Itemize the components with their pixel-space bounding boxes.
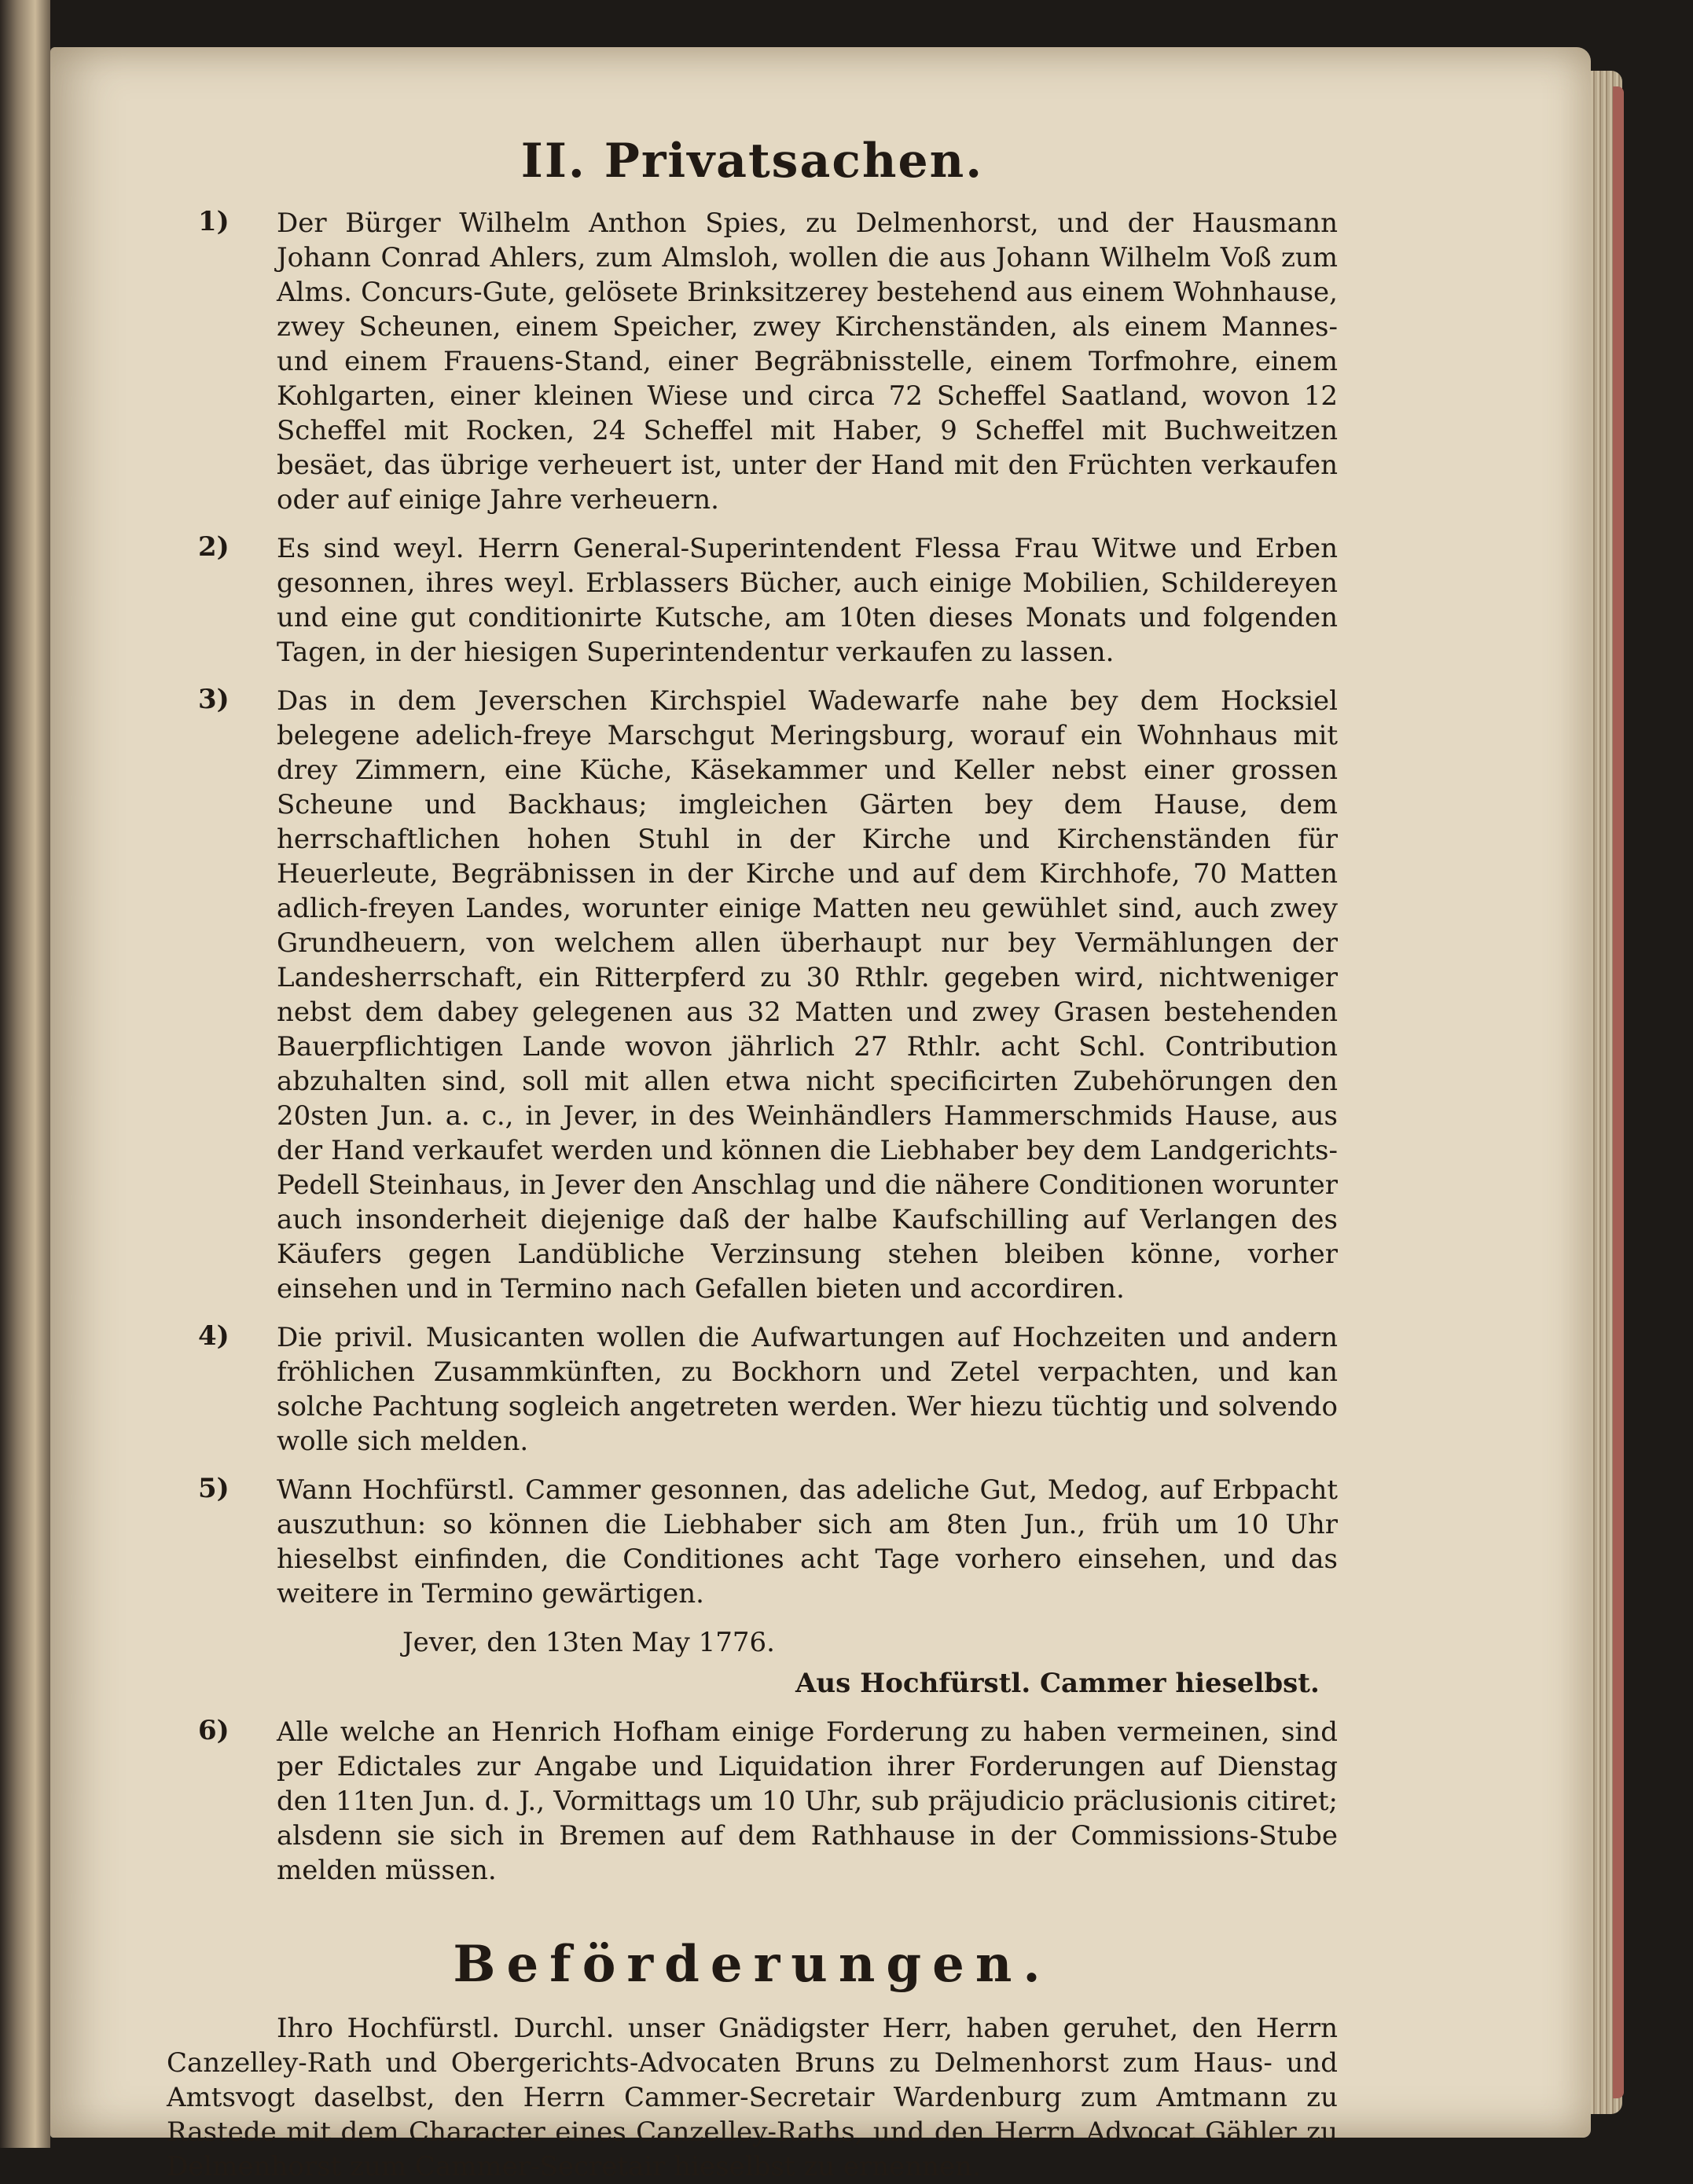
- section-title-privatsachen: II. Privatsachen.: [520, 134, 984, 189]
- entry-text: Es sind weyl. Herrn General-Superintendent Flessa Frau Witwe und Erben gesonnen, ihres weyl. Erblassers Bücher, auch einige Mobilien, Schildereyen und eine gut conditionirte Kutsche, am 10ten dieses Monats und folgenden Tagen, in der hiesigen Superintendentur verkaufen zu lassen.: [277, 533, 1338, 668]
- entry-4: [167, 1320, 1338, 1459]
- entry-text: Wann Hochfürstl. Cammer gesonnen, das adeliche Gut, Medog, auf Erbpacht auszuthun: so können die Liebhaber sich am 8ten Jun., früh um 10 Uhr hieselbst einfinden, die Conditiones acht Tage vorhero einsehen, und das weitere in Termino gewärtigen.: [277, 1474, 1338, 1610]
- entry-number: 2): [198, 531, 230, 563]
- entry-5: [167, 1473, 1338, 1611]
- page-cut-edge: [1613, 86, 1624, 2098]
- page-content: [167, 134, 1338, 2184]
- entry-number: 4): [198, 1320, 230, 1352]
- entry-text: Die privil. Musicanten wollen die Aufwartungen auf Hochzeiten und andern fröhlichen Zusammkünften, zu Bockhorn und Zetel verpachten, und kan solche Pachtung sogleich angetreten werden. Wer hiezu tüchtig und solvendo wolle sich melden.: [277, 1322, 1338, 1457]
- befoerderungen-text: Ihro Hochfürstl. Durchl. unser Gnädigster Herr, haben geruhet, den Herrn Canzelley-Rath und Obergerichts-Advocaten Bruns zu Delmenhorst zum Haus- und Amtsvogt daselbst, den Herrn Cammer-Secretair Wardenburg zum Amtmann zu Rastede mit dem Character eines Canzelley-Raths, und den Herrn Advocat Gähler zu Delmenhorst zum Cammer-Secretair hieselbst zu ernennen.: [167, 2013, 1338, 2182]
- section-title-befoerderungen: Beförderungen.: [453, 1935, 1052, 1994]
- entry-number: 1): [198, 206, 230, 237]
- entry-text: Das in dem Jeverschen Kirchspiel Wadewarfe nahe bey dem Hocksiel belegene adelich-freye Marschgut Meringsburg, worauf ein Wohnhaus mit drey Zimmern, eine Küche, Käsekammer und Keller nebst einer grossen Scheune und Backhaus; imgleichen Gärten bey dem Hause, dem herrschaftlichen hohen Stuhl in der Kirche und Kirchenständen für Heuerleute, Begräbnissen in der Kirche und auf dem Kirchhofe, 70 Matten adlich-freyen Landes, worunter einige Matten neu gewühlet sind, auch zwey Grundheuern, von welchem allen überhaupt nur bey Vermählungen der Landesherrschaft, ein Ritterpferd zu 30 Rthlr. gegeben wird, nichtweniger nebst dem dabey gelegenen aus 32 Matten und zwey Grasen bestehenden Bauerpflichtigen Lande wovon jährlich 27 Rthlr. acht Schl. Contribution abzuhalten sind, soll mit allen etwa nicht specificirten Zubehörungen den 20sten Jun. a. c., in Jever, in des Weinhändlers Hammerschmids Hause, aus der Hand verkaufet werden und können die Liebhaber bey dem Landgerichts-Pedell Steinhaus, in Jever den Anschlag und die nähere Conditionen worunter auch insonderheit diejenige daß der halbe Kaufschilling auf Verlangen des Käufers gegen Landübliche Verzinsung stehen bleiben könne, vorher einsehen und in Termino nach Gefallen bieten und accordiren.: [277, 685, 1338, 1305]
- entry-3: [167, 684, 1338, 1306]
- dateline: Jever, den 13ten May 1776.: [402, 1627, 775, 1658]
- entry-number: 5): [198, 1473, 230, 1504]
- signature: Aus Hochfürstl. Cammer hieselbst.: [795, 1668, 1320, 1699]
- entry-text: Der Bürger Wilhelm Anthon Spies, zu Delmenhorst, und der Hausmann Johann Conrad Ahlers, zum Almsloh, wollen die aus Johann Wilhelm Voß zum Alms. Concurs-Gute, gelösete Brinksitzerey bestehend aus einem Wohnhause, zwey Scheunen, einem Speicher, zwey Kirchenständen, als einem Mannes- und einem Frauens-Stand, einer Begräbnisstelle, einem Torfmohre, einem Kohlgarten, einer kleinen Wiese und circa 72 Scheffel Saatland, wovon 12 Scheffel mit Rocken, 24 Scheffel mit Haber, 9 Scheffel mit Buchweitzen besäet, das übrige verheuert ist, unter der Hand mit den Früchten verkaufen oder auf einige Jahre verheuern.: [277, 207, 1338, 516]
- facing-page-edge: [0, 0, 50, 2148]
- entry-number: 6): [198, 1715, 230, 1746]
- entry-6: [167, 1715, 1338, 1888]
- entry-text: Alle welche an Henrich Hofham einige Forderung zu haben vermeinen, sind per Edictales zur Angabe und Liquidation ihrer Forderungen auf Dienstag den 11ten Jun. d. J., Vormittags um 10 Uhr, sub präjudicio präclusionis citiret; alsdenn sie sich in Bremen auf dem Rathhause in der Commissions-Stube melden müssen.: [277, 1716, 1338, 1886]
- entry-1: [167, 206, 1338, 517]
- entry-number: 3): [198, 684, 230, 715]
- entry-2: [167, 531, 1338, 670]
